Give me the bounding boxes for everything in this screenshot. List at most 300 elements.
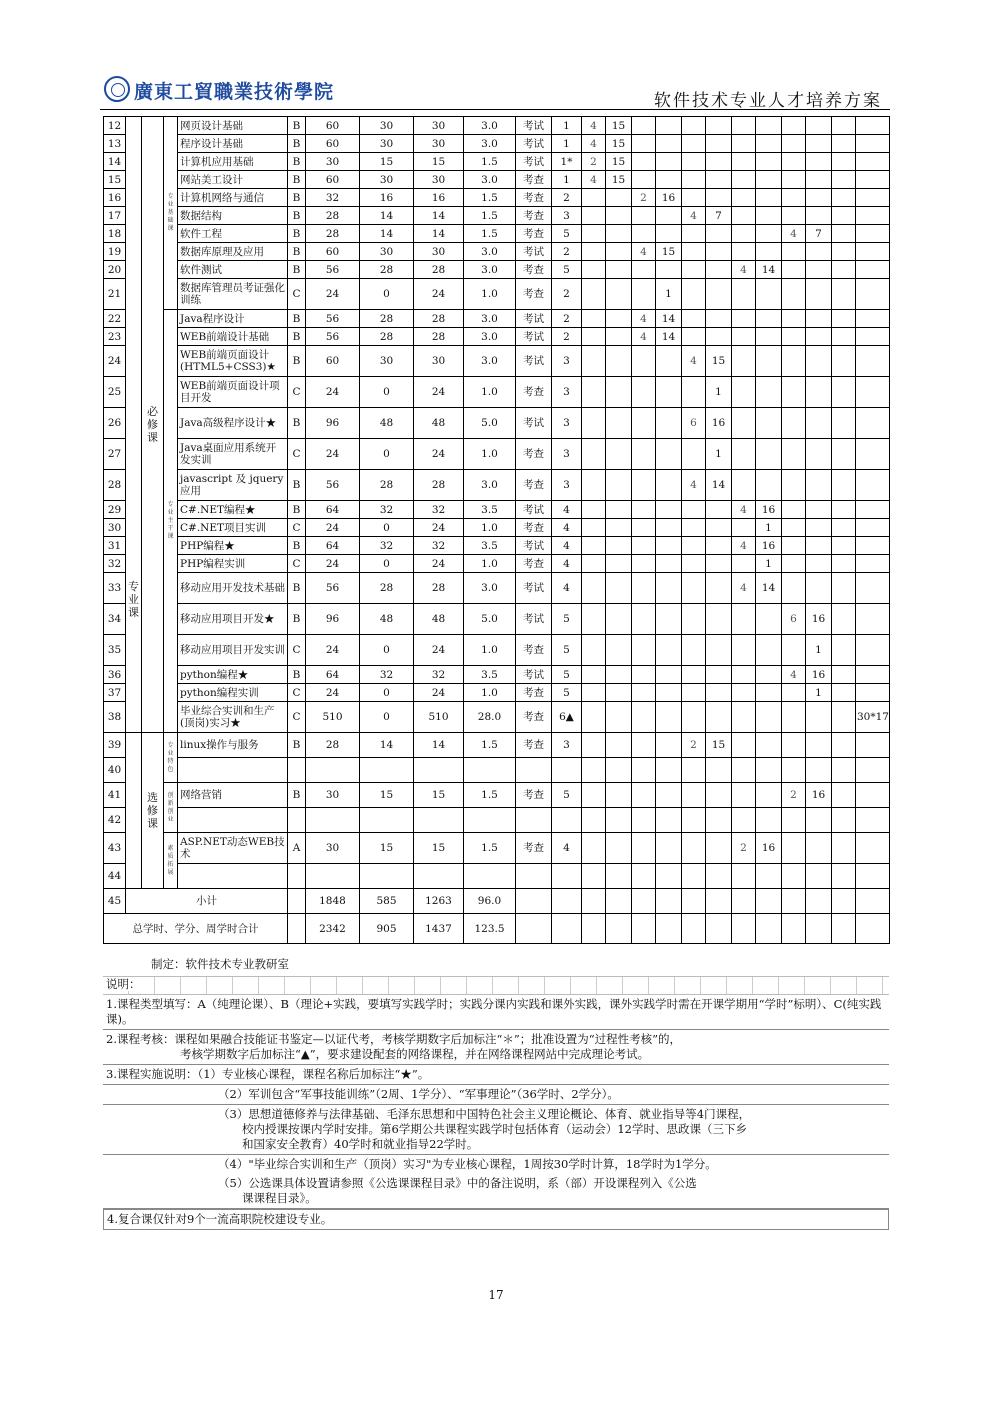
semester-2-weeks: 15: [656, 243, 682, 261]
semester-5-weeks: [806, 733, 832, 758]
semester-2-weekly-hours: [632, 408, 656, 439]
theory-hours: 48: [360, 408, 414, 439]
semester-4-weekly-hours: 4: [732, 501, 756, 519]
total-hours: [306, 864, 360, 889]
semester-1-weekly-hours: 4: [582, 171, 606, 189]
grand-credits: 123.5: [464, 914, 516, 944]
semester-2-weeks: [656, 135, 682, 153]
semester-6-weeks: [856, 261, 890, 279]
course-name: 程序设计基础: [178, 135, 288, 153]
total-hours: 64: [306, 537, 360, 555]
semester-2-weeks: [656, 346, 682, 377]
semester-3-weeks: [706, 555, 732, 573]
credits: 1.0: [464, 684, 516, 702]
semester-4-weeks: [756, 808, 782, 833]
semester-3-weekly-hours: [682, 864, 706, 889]
semester-2-weekly-hours: [632, 501, 656, 519]
semester-2-weeks: [656, 555, 682, 573]
semester-2-weekly-hours: [632, 439, 656, 470]
grand-theory-hours: 905: [360, 914, 414, 944]
row-number: 28: [104, 470, 126, 501]
course-type: B: [288, 310, 306, 328]
row-number: 19: [104, 243, 126, 261]
course-name: 移动应用开发技术基础: [178, 573, 288, 604]
semester-6-weekly-hours: [832, 171, 856, 189]
semester-3-weekly-hours: [682, 328, 706, 346]
theory-hours: 14: [360, 733, 414, 758]
credits: 3.0: [464, 470, 516, 501]
empty-cell: [632, 889, 656, 914]
header-divider: [100, 109, 890, 110]
semester-5-weeks: [806, 153, 832, 171]
semester-5-weeks: [806, 171, 832, 189]
curriculum-table: [103, 116, 890, 944]
subtotal-theory-hours: 585: [360, 889, 414, 914]
practice-hours: 24: [414, 377, 464, 408]
row-number: 37: [104, 684, 126, 702]
note-1: 1.课程类型填写：A（纯理论课）、B（理论+实践，要填写实践学时；实践分课内实践和课外实践，课外实践学时需在开课学期用“学时”标明）、C(纯实践课)。: [103, 995, 889, 1030]
semester-1-weekly-hours: [582, 519, 606, 537]
course-name: 网络营销: [178, 783, 288, 808]
semester-1-weeks: [606, 310, 632, 328]
row-number: 17: [104, 207, 126, 225]
assessment-semester: 4: [552, 573, 582, 604]
semester-3-weeks: [706, 225, 732, 243]
theory-hours: 48: [360, 604, 414, 635]
semester-1-weekly-hours: [582, 808, 606, 833]
course-name: [178, 758, 288, 783]
semester-1-weeks: [606, 555, 632, 573]
assessment-type: [516, 758, 552, 783]
assessment-semester: 3: [552, 408, 582, 439]
semester-3-weeks: [706, 243, 732, 261]
semester-5-weekly-hours: 2: [782, 783, 806, 808]
semester-5-weekly-hours: [782, 573, 806, 604]
semester-5-weekly-hours: [782, 833, 806, 864]
semester-1-weekly-hours: [582, 604, 606, 635]
row-number: 27: [104, 439, 126, 470]
theory-hours: 16: [360, 189, 414, 207]
assessment-semester: 5: [552, 684, 582, 702]
semester-2-weekly-hours: [632, 758, 656, 783]
semester-2-weekly-hours: [632, 207, 656, 225]
semester-3-weeks: [706, 135, 732, 153]
row-number: 29: [104, 501, 126, 519]
semester-1-weeks: [606, 346, 632, 377]
semester-3-weekly-hours: [682, 261, 706, 279]
semester-1-weeks: [606, 864, 632, 889]
semester-4-weeks: [756, 279, 782, 310]
semester-5-weekly-hours: [782, 635, 806, 666]
assessment-type: 考试: [516, 117, 552, 135]
assessment-type: 考查: [516, 189, 552, 207]
semester-6-weekly-hours: [832, 470, 856, 501]
semester-4-weekly-hours: [732, 377, 756, 408]
semester-5-weeks: [806, 573, 832, 604]
semester-2-weeks: [656, 225, 682, 243]
semester-3-weeks: [706, 501, 732, 519]
total-hours: 24: [306, 555, 360, 573]
course-name: C#.NET项目实训: [178, 519, 288, 537]
semester-6-weeks: 30*17: [856, 702, 890, 733]
semester-5-weeks: [806, 808, 832, 833]
assessment-semester: 4: [552, 519, 582, 537]
theory-hours: 0: [360, 439, 414, 470]
theory-hours: [360, 758, 414, 783]
semester-1-weekly-hours: [582, 189, 606, 207]
practice-hours: 28: [414, 328, 464, 346]
table-row: [104, 310, 890, 328]
course-name: 软件工程: [178, 225, 288, 243]
semester-4-weekly-hours: [732, 153, 756, 171]
course-type: B: [288, 207, 306, 225]
semester-2-weekly-hours: [632, 555, 656, 573]
credits: 1.5: [464, 225, 516, 243]
row-number: 39: [104, 733, 126, 758]
semester-3-weeks: [706, 189, 732, 207]
semester-2-weekly-hours: 4: [632, 310, 656, 328]
course-type: B: [288, 501, 306, 519]
row-number: 34: [104, 604, 126, 635]
semester-2-weekly-hours: [632, 733, 656, 758]
practice-hours: [414, 864, 464, 889]
table-row: [104, 758, 890, 783]
credits: 5.0: [464, 408, 516, 439]
table-row: [104, 135, 890, 153]
credits: 1.0: [464, 635, 516, 666]
semester-3-weeks: [706, 833, 732, 864]
semester-3-weekly-hours: [682, 833, 706, 864]
theory-hours: 30: [360, 171, 414, 189]
semester-6-weekly-hours: [832, 243, 856, 261]
semester-6-weeks: [856, 328, 890, 346]
course-type: A: [288, 833, 306, 864]
semester-5-weeks: [806, 279, 832, 310]
course-type: B: [288, 117, 306, 135]
semester-6-weekly-hours: [832, 555, 856, 573]
semester-4-weekly-hours: [732, 666, 756, 684]
practice-hours: 14: [414, 207, 464, 225]
course-type: B: [288, 346, 306, 377]
semester-3-weeks: [706, 758, 732, 783]
practice-hours: 15: [414, 833, 464, 864]
semester-5-weekly-hours: [782, 702, 806, 733]
semester-4-weekly-hours: [732, 684, 756, 702]
assessment-type: 考试: [516, 346, 552, 377]
table-row: [104, 243, 890, 261]
semester-2-weekly-hours: [632, 171, 656, 189]
course-type: C: [288, 279, 306, 310]
semester-4-weekly-hours: [732, 189, 756, 207]
empty-cell: [632, 914, 656, 944]
course-name: [178, 808, 288, 833]
semester-6-weekly-hours: [832, 153, 856, 171]
semester-3-weekly-hours: [682, 501, 706, 519]
credits: 28.0: [464, 702, 516, 733]
semester-6-weekly-hours: [832, 733, 856, 758]
semester-2-weekly-hours: [632, 833, 656, 864]
quality-group-cell: [164, 833, 178, 889]
semester-2-weeks: [656, 702, 682, 733]
semester-6-weekly-hours: [832, 519, 856, 537]
course-name: 移动应用项目开发★: [178, 604, 288, 635]
empty-cell: [732, 914, 756, 944]
semester-4-weeks: [756, 439, 782, 470]
total-hours: 64: [306, 666, 360, 684]
semester-5-weekly-hours: [782, 733, 806, 758]
semester-6-weekly-hours: [832, 189, 856, 207]
total-hours: 30: [306, 153, 360, 171]
empty-cell: [856, 914, 890, 944]
semester-3-weeks: [706, 808, 732, 833]
semester-4-weekly-hours: [732, 243, 756, 261]
semester-1-weekly-hours: [582, 207, 606, 225]
semester-5-weeks: [806, 702, 832, 733]
row-number: 24: [104, 346, 126, 377]
semester-4-weeks: [756, 604, 782, 635]
course-name: 网页设计基础: [178, 117, 288, 135]
practice-hours: 30: [414, 243, 464, 261]
semester-3-weeks: 15: [706, 733, 732, 758]
course-type: C: [288, 555, 306, 573]
table-row: [104, 519, 890, 537]
semester-6-weekly-hours: [832, 537, 856, 555]
course-name: 软件测试: [178, 261, 288, 279]
table-row: [104, 604, 890, 635]
semester-6-weekly-hours: [832, 377, 856, 408]
empty-cell: [656, 889, 682, 914]
semester-2-weeks: [656, 733, 682, 758]
semester-3-weekly-hours: [682, 604, 706, 635]
semester-4-weeks: [756, 702, 782, 733]
row-number: 41: [104, 783, 126, 808]
semester-4-weeks: [756, 783, 782, 808]
semester-4-weekly-hours: 4: [732, 537, 756, 555]
assessment-type: 考试: [516, 666, 552, 684]
row-number: 15: [104, 171, 126, 189]
semester-3-weeks: [706, 684, 732, 702]
semester-4-weeks: 1: [756, 555, 782, 573]
note-2: [103, 1030, 889, 1065]
credits: 1.5: [464, 733, 516, 758]
semester-1-weekly-hours: [582, 702, 606, 733]
credits: 1.0: [464, 555, 516, 573]
course-name: javascript 及 jquery应用: [178, 470, 288, 501]
assessment-semester: 3: [552, 346, 582, 377]
credits: 3.0: [464, 117, 516, 135]
subtotal-credits: 96.0: [464, 889, 516, 914]
semester-2-weekly-hours: [632, 153, 656, 171]
semester-3-weekly-hours: 6: [682, 408, 706, 439]
semester-2-weeks: [656, 261, 682, 279]
semester-2-weeks: [656, 684, 682, 702]
credits: 3.0: [464, 261, 516, 279]
semester-6-weekly-hours: [832, 635, 856, 666]
semester-2-weeks: [656, 171, 682, 189]
semester-1-weekly-hours: [582, 470, 606, 501]
semester-6-weekly-hours: [832, 408, 856, 439]
semester-4-weekly-hours: [732, 733, 756, 758]
semester-4-weeks: [756, 377, 782, 408]
semester-1-weekly-hours: [582, 377, 606, 408]
semester-2-weeks: [656, 117, 682, 135]
assessment-type: 考查: [516, 684, 552, 702]
theory-hours: 28: [360, 573, 414, 604]
note-3-line-5: [103, 1174, 889, 1209]
semester-6-weeks: [856, 408, 890, 439]
semester-5-weeks: [806, 519, 832, 537]
semester-6-weeks: [856, 439, 890, 470]
course-name: ASP.NET动态WEB技术: [178, 833, 288, 864]
semester-2-weekly-hours: [632, 261, 656, 279]
grand-total-hours: 2342: [306, 914, 360, 944]
table-row: [104, 635, 890, 666]
semester-2-weeks: [656, 573, 682, 604]
semester-4-weekly-hours: [732, 225, 756, 243]
semester-2-weekly-hours: [632, 808, 656, 833]
course-type: B: [288, 666, 306, 684]
course-name: 计算机应用基础: [178, 153, 288, 171]
semester-6-weekly-hours: [832, 117, 856, 135]
semester-5-weeks: [806, 207, 832, 225]
assessment-type: 考试: [516, 501, 552, 519]
semester-2-weeks: [656, 519, 682, 537]
empty-cell: [682, 889, 706, 914]
course-type: B: [288, 604, 306, 635]
course-type: C: [288, 519, 306, 537]
practice-hours: 24: [414, 279, 464, 310]
credits: 1.5: [464, 833, 516, 864]
course-name: Java高级程序设计★: [178, 408, 288, 439]
total-hours: 56: [306, 328, 360, 346]
semester-4-weeks: [756, 408, 782, 439]
semester-2-weekly-hours: 4: [632, 243, 656, 261]
semester-5-weekly-hours: [782, 537, 806, 555]
semester-3-weekly-hours: [682, 758, 706, 783]
empty-cell: [782, 914, 806, 944]
subtotal-practice-hours: 1263: [414, 889, 464, 914]
semester-5-weekly-hours: [782, 758, 806, 783]
semester-3-weekly-hours: [682, 225, 706, 243]
semester-3-weeks: 1: [706, 439, 732, 470]
semester-4-weeks: [756, 171, 782, 189]
semester-2-weekly-hours: [632, 604, 656, 635]
semester-4-weekly-hours: [732, 117, 756, 135]
semester-4-weekly-hours: [732, 135, 756, 153]
credits: 3.0: [464, 135, 516, 153]
course-name: 数据结构: [178, 207, 288, 225]
semester-2-weeks: [656, 153, 682, 171]
semester-1-weeks: 15: [606, 171, 632, 189]
note-3-line-1: 3.课程实施说明：（1）专业核心课程，课程名称后加标注“★”。: [103, 1065, 889, 1085]
semester-5-weeks: [806, 537, 832, 555]
semester-1-weeks: [606, 225, 632, 243]
assessment-semester: 1: [552, 135, 582, 153]
course-type: [288, 808, 306, 833]
semester-6-weekly-hours: [832, 261, 856, 279]
semester-6-weekly-hours: [832, 135, 856, 153]
course-type: C: [288, 439, 306, 470]
semester-4-weeks: 1: [756, 519, 782, 537]
course-name: 毕业综合实训和生产(顶岗)实习★: [178, 702, 288, 733]
semester-4-weeks: [756, 346, 782, 377]
assessment-type: 考试: [516, 604, 552, 635]
practice-hours: 32: [414, 537, 464, 555]
total-hours: 510: [306, 702, 360, 733]
credits: 3.0: [464, 328, 516, 346]
semester-2-weeks: [656, 635, 682, 666]
total-hours: 24: [306, 635, 360, 666]
semester-6-weeks: [856, 783, 890, 808]
row-number: 26: [104, 408, 126, 439]
note-3-line-3b: 校内授课按课内学时安排。第6学期公共课程实践学时包括体育（运动会）12学时、思政课（三下乡: [242, 1122, 747, 1136]
semester-4-weekly-hours: 4: [732, 573, 756, 604]
table-row: [104, 733, 890, 758]
semester-5-weekly-hours: [782, 864, 806, 889]
empty-cell: [806, 889, 832, 914]
semester-3-weekly-hours: [682, 519, 706, 537]
semester-5-weekly-hours: [782, 243, 806, 261]
row-number: 25: [104, 377, 126, 408]
semester-2-weekly-hours: [632, 635, 656, 666]
semester-6-weekly-hours: [832, 207, 856, 225]
semester-5-weekly-hours: [782, 207, 806, 225]
assessment-type: 考试: [516, 573, 552, 604]
empty-cell: [656, 914, 682, 944]
assessment-semester: 3: [552, 207, 582, 225]
semester-2-weeks: [656, 501, 682, 519]
course-type: C: [288, 635, 306, 666]
semester-6-weekly-hours: [832, 833, 856, 864]
course-name: WEB前端页面设计项目开发: [178, 377, 288, 408]
practice-hours: 15: [414, 153, 464, 171]
table-row: [104, 573, 890, 604]
semester-6-weekly-hours: [832, 604, 856, 635]
semester-5-weeks: [806, 189, 832, 207]
semester-3-weeks: [706, 666, 732, 684]
document-title: 软件技术专业人才培养方案: [654, 91, 882, 111]
semester-3-weekly-hours: [682, 117, 706, 135]
practice-hours: 28: [414, 261, 464, 279]
practice-hours: 32: [414, 666, 464, 684]
semester-1-weekly-hours: [582, 864, 606, 889]
credits: 3.5: [464, 537, 516, 555]
semester-3-weekly-hours: [682, 537, 706, 555]
practice-hours: [414, 758, 464, 783]
assessment-semester: 2: [552, 279, 582, 310]
course-type: B: [288, 171, 306, 189]
semester-3-weekly-hours: [682, 279, 706, 310]
semester-3-weeks: [706, 604, 732, 635]
assessment-semester: 6▲: [552, 702, 582, 733]
semester-6-weeks: [856, 171, 890, 189]
elective-group-cell: [142, 733, 164, 889]
total-hours: 24: [306, 439, 360, 470]
semester-4-weekly-hours: [732, 279, 756, 310]
row-number: 30: [104, 519, 126, 537]
total-hours: 28: [306, 733, 360, 758]
semester-5-weekly-hours: [782, 171, 806, 189]
course-type: B: [288, 135, 306, 153]
theory-hours: 0: [360, 702, 414, 733]
semester-1-weekly-hours: [582, 666, 606, 684]
total-hours: 60: [306, 243, 360, 261]
course-type: B: [288, 243, 306, 261]
theory-hours: 15: [360, 153, 414, 171]
credits: 1.0: [464, 519, 516, 537]
semester-1-weeks: [606, 573, 632, 604]
semester-3-weeks: [706, 573, 732, 604]
